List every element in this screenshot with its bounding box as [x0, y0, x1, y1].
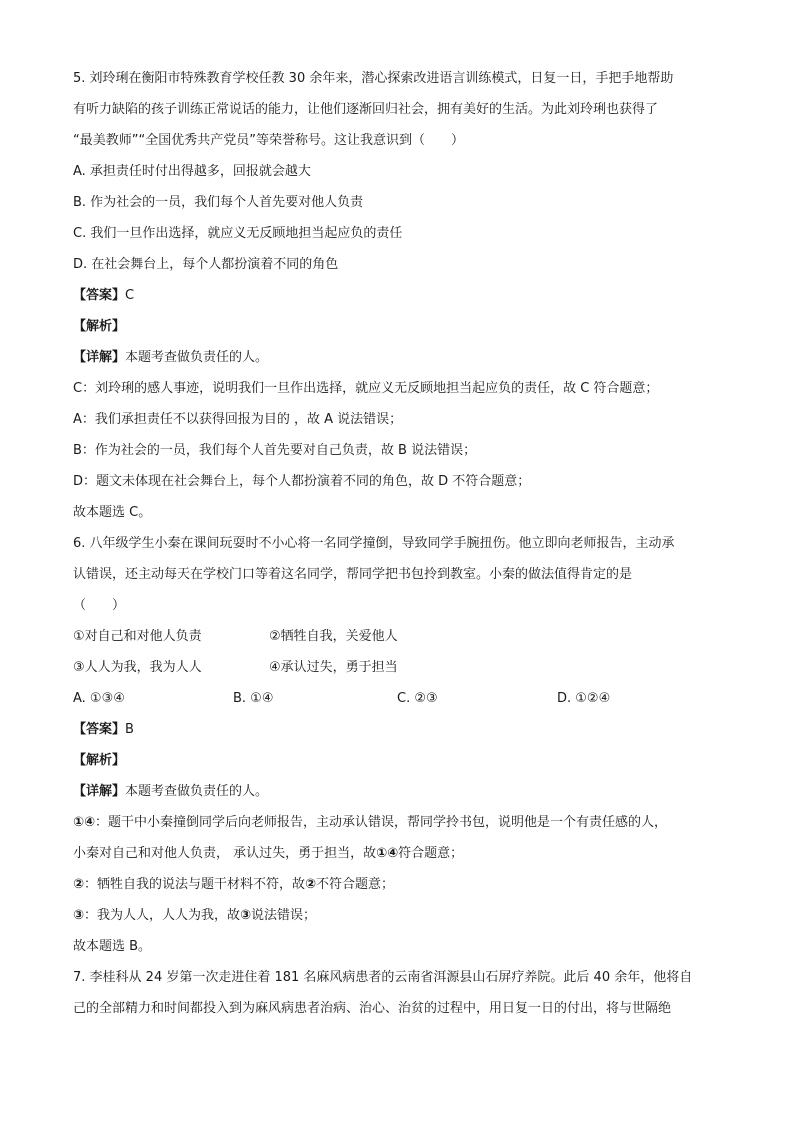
- q6-explain-3: [73, 900, 733, 931]
- q5-option-a: A. 承担责任时付出得越多，回报就会越大: [73, 164, 311, 179]
- q6-choices: [73, 683, 733, 714]
- q6-detail-label: 【详解】: [73, 784, 126, 799]
- document-content: [73, 63, 733, 1024]
- q6-answer: [73, 714, 733, 745]
- q6-stem-line-1: 6. 八年级学生小秦在课间玩耍时不小心将一名同学撞倒，导致同学手腕扭伤。他立即向老师报告，主动承: [73, 536, 675, 551]
- q6-explain-14-label: ①④: [73, 815, 96, 830]
- q6-choice-a: A. ①③④: [73, 691, 125, 706]
- q5-analysis-label: [73, 311, 733, 342]
- q6-explain-14-line-2: [73, 838, 733, 869]
- q5-explain-b: B：作为社会的一员，我们每个人首先要对自己负责，故 B 说法错误；: [73, 443, 477, 458]
- q6-analysis-label: [73, 745, 733, 776]
- q6-explain-2-text-c: 不符合题意；: [316, 877, 395, 892]
- q6-explain-14-text: ：题干中小秦撞倒同学后向老师报告，主动承认错误，帮同学拎书包，说明他是一个有责任感的人，: [95, 815, 668, 830]
- q6-explain-14-ref: ①④: [376, 846, 399, 861]
- q6-explain-2-text-a: ：牺牲自我的说法与题干材料不符，故: [84, 877, 306, 892]
- q5-stem-line-3: “最美教师”“全国优秀共产党员”等荣誉称号。这让我意识到（ ）: [73, 133, 464, 148]
- q6-statement-3: ③人人为我，我为人人: [73, 660, 202, 675]
- q6-stem-line-2: 认错误，还主动每天在学校门口等着这名同学，帮同学把书包拎到教室。小秦的做法值得肯定的是: [73, 567, 633, 582]
- q5-detail-label: 【详解】: [73, 350, 126, 365]
- q6-detail: [73, 776, 733, 807]
- q6-conclusion: 故本题选 B。: [73, 939, 152, 954]
- q6-analysis-heading: 【解析】: [73, 753, 126, 768]
- q6-explain-3-text-c: 说法错误；: [251, 908, 317, 923]
- q5-detail-text: 本题考查做负责任的人。: [125, 350, 269, 365]
- q6-stem-line-3: （ ）: [73, 598, 126, 613]
- q5-analysis-heading: 【解析】: [73, 319, 126, 334]
- q5-answer-label: 【答案】: [73, 288, 126, 303]
- q6-choice-b: B. ①④: [233, 691, 274, 706]
- q6-explain-3-text-a: ：我为人人，人人为我，故: [84, 908, 241, 923]
- q6-statement-1: ①对自己和对他人负责: [73, 629, 202, 644]
- q6-choice-c: C. ②③: [397, 691, 438, 706]
- q6-statement-2: ②牺牲自我，关爱他人: [269, 629, 398, 644]
- q6-explain-14-text-2c: 符合题意；: [398, 846, 464, 861]
- q5-stem-line-1: 5. 刘玲琍在衡阳市特殊教育学校任教 30 余年来，潜心探索改进语言训练模式，日复一日，手把手地帮助: [73, 71, 674, 86]
- q6-statements-row-1: [73, 621, 733, 652]
- q5-detail: [73, 342, 733, 373]
- q6-explain-2-label: ②: [73, 877, 85, 892]
- q6-answer-value: B: [125, 722, 134, 737]
- q6-choice-d: D. ①②④: [557, 691, 611, 706]
- q5-explain-d: D：题文未体现在社会舞台上，每个人都扮演着不同的角色，故 D 不符合题意；: [73, 474, 531, 489]
- q7-stem-line-2: 己的全部精力和时间都投入到为麻风病患者治病、治心、治贫的过程中，用日复一日的付出，将与世隔绝: [73, 1001, 672, 1016]
- q5-option-d: D. 在社会舞台上，每个人都扮演着不同的角色: [73, 257, 339, 272]
- q6-explain-14-line-1: [73, 807, 733, 838]
- q5-explain-c: C：刘玲琍的感人事迹，说明我们一旦作出选择，就应义无反顾地担当起应负的责任，故 C 符合题意；: [73, 381, 659, 396]
- q5-explain-a: A：我们承担责任不以获得回报为目的 ，故 A 说法错误；: [73, 412, 403, 427]
- q6-explain-3-ref: ③: [240, 908, 252, 923]
- q6-detail-text: 本题考查做负责任的人。: [125, 784, 269, 799]
- q6-statements-row-2: [73, 652, 733, 683]
- q6-explain-2: [73, 869, 733, 900]
- q6-statement-4: ④承认过失，勇于担当: [269, 660, 398, 675]
- q5-answer-value: C: [125, 288, 135, 303]
- q5-option-c: C. 我们一旦作出选择，就应义无反顾地担当起应负的责任: [73, 226, 403, 241]
- q6-explain-2-ref: ②: [305, 877, 317, 892]
- q5-option-b: B. 作为社会的一员，我们每个人首先要对他人负责: [73, 195, 364, 210]
- q5-conclusion: 故本题选 C。: [73, 505, 152, 520]
- q5-answer: [73, 280, 733, 311]
- q6-answer-label: 【答案】: [73, 722, 126, 737]
- q6-explain-3-label: ③: [73, 908, 85, 923]
- q6-explain-14-text-2a: 小秦对自己和对他人负责， 承认过失，勇于担当，故: [73, 846, 377, 861]
- q7-stem-line-1: 7. 李桂科从 24 岁第一次走进住着 181 名麻风病患者的云南省洱源县山石屏疗养院。此后 40 余年，他将自: [73, 970, 693, 985]
- q5-stem-line-2: 有听力缺陷的孩子训练正常说话的能力，让他们逐渐回归社会，拥有美好的生活。为此刘玲琍也获得了: [73, 102, 659, 117]
